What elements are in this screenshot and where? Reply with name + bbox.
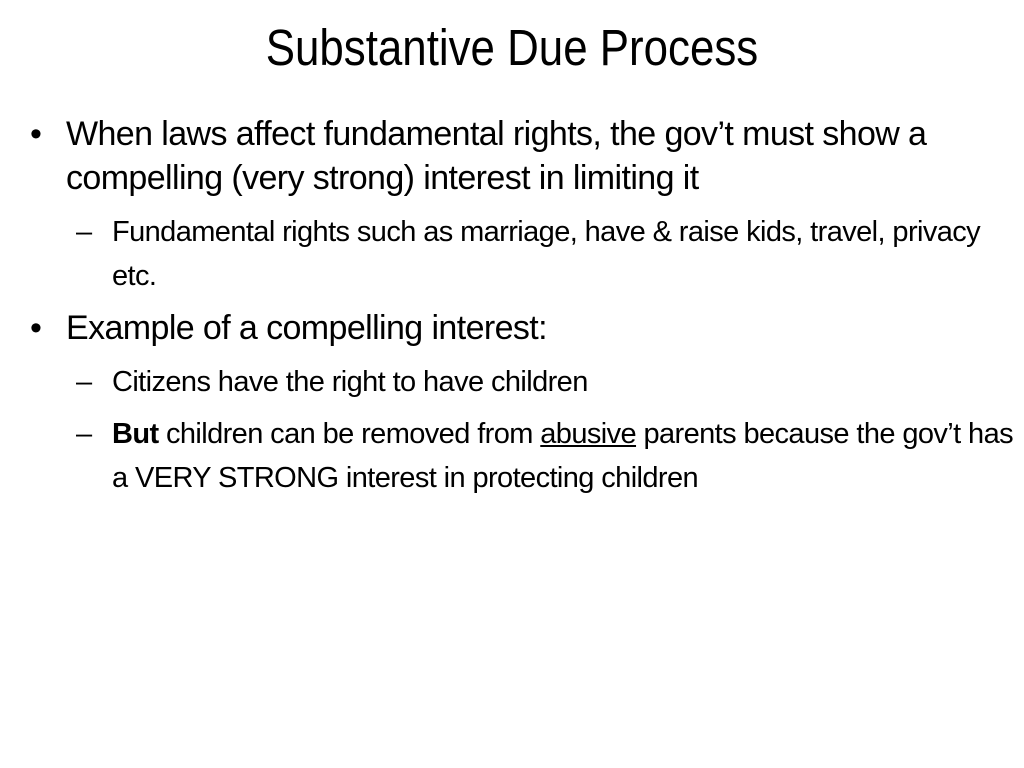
dash-mark: –	[76, 366, 92, 398]
underlined-abusive: abusive	[540, 418, 637, 450]
bullet-compelling-interest-example	[28, 306, 1018, 350]
bullet-text: When laws affect fundamental rights, the gov’t must show a compelling (very strong) interest in limiting it	[66, 115, 927, 197]
slide-title: Substantive Due Process	[265, 19, 759, 76]
bullet-text: Example of a compelling interest:	[66, 309, 548, 347]
bullet-mark: •	[30, 309, 42, 347]
sub-bullet-right-to-children	[28, 360, 1018, 404]
dash-mark: –	[76, 216, 92, 248]
sub-bullet-text: Fundamental rights such as marriage, have & raise kids, travel, privacy etc.	[112, 216, 981, 292]
bullet-fundamental-rights	[28, 112, 1018, 200]
sub-bullet-rights-examples	[28, 210, 1018, 298]
sub-bullet-text-pre: children can be removed from	[158, 418, 541, 450]
sub-bullet-abusive-parents	[28, 412, 1018, 500]
sub-bullet-text-post: parents because the gov’t has a VERY STRONG interest in protecting children	[112, 418, 1014, 494]
bullet-mark: •	[30, 115, 42, 153]
dash-mark: –	[76, 418, 92, 450]
slide-body	[28, 112, 1018, 508]
emphasis-but: But	[112, 418, 159, 450]
sub-bullet-text: Citizens have the right to have children	[112, 366, 588, 398]
